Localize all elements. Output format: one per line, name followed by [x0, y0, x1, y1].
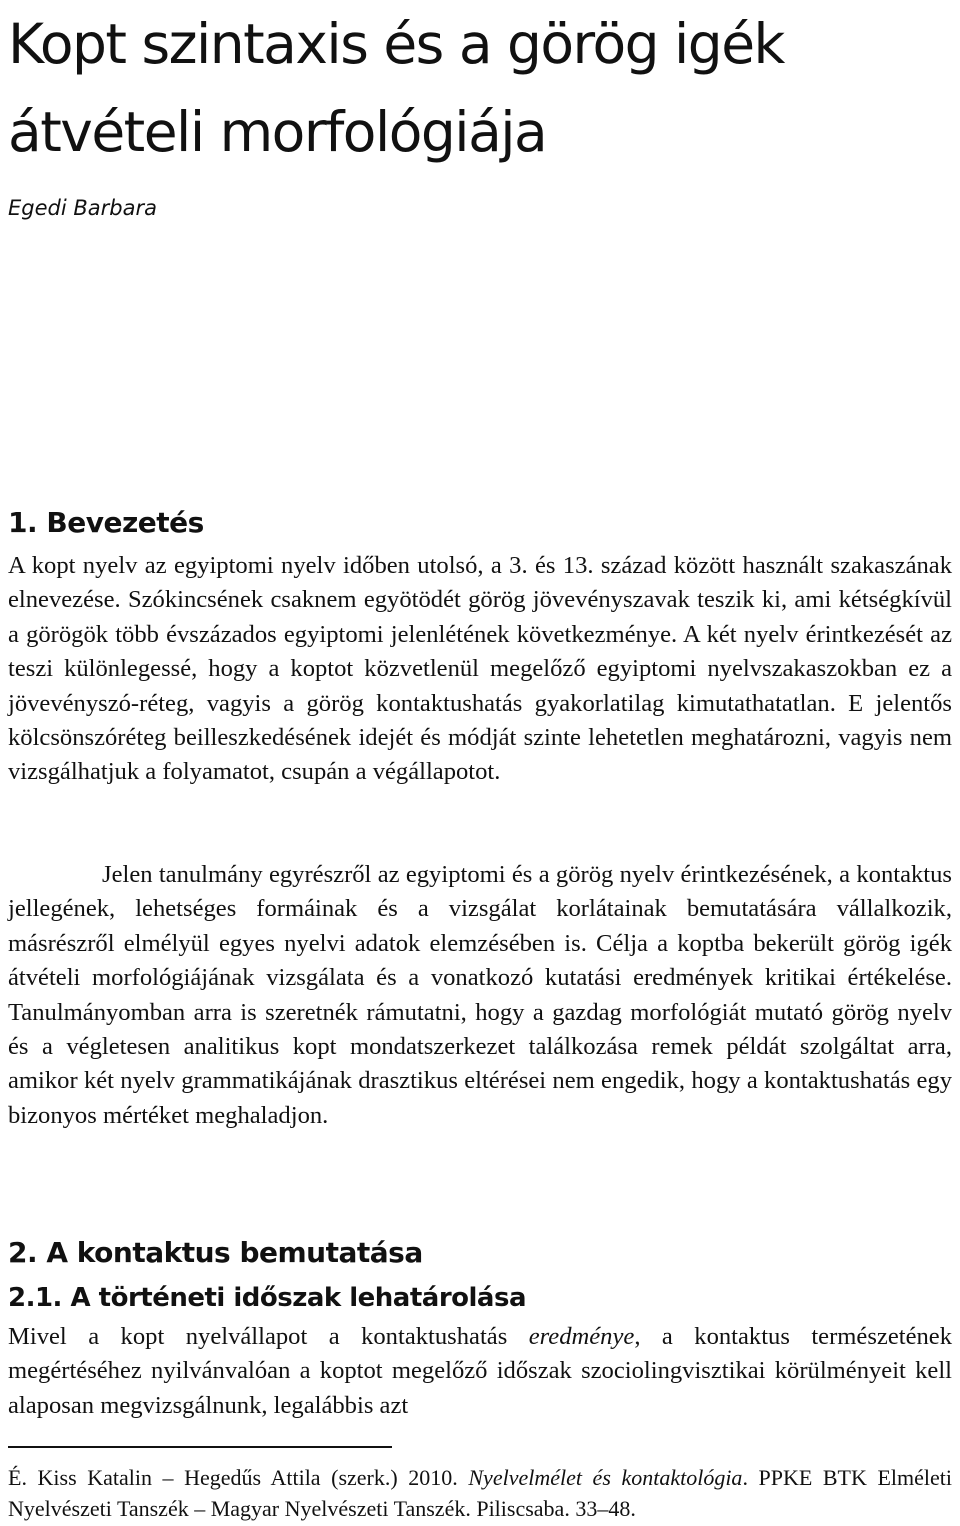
footnote-book-title: Nyelvelmélet és kontaktológia [468, 1465, 743, 1490]
subsection-heading-historical-period: 2.1. A történeti időszak lehatárolása [8, 1283, 526, 1313]
section-heading-contact: 2. A kontaktus bemutatása [8, 1236, 423, 1269]
paragraph-text: Mivel a kopt nyelvállapot a kontaktushatás [8, 1323, 529, 1350]
footnote-text: . PPKE BTK Elméleti Nyelvészeti Tanszék – Magyar Nyelvészeti Tanszék. Piliscsaba. 33–48. [8, 1465, 952, 1521]
citation-footnote [8, 1462, 952, 1524]
footnote-separator [8, 1446, 392, 1448]
emphasized-word: eredménye [528, 1323, 635, 1350]
historical-period-paragraph [8, 1320, 952, 1423]
section-heading-introduction: 1. Bevezetés [8, 506, 204, 539]
paragraph-text: , a kontaktus természetének megértéséhez nyilvánvalóan a koptot megelőző időszak szociolingvisztikai körülményeit kell alaposan megvizsgálnunk, legalábbis azt [8, 1323, 952, 1419]
introduction-paragraph-2: Jelen tanulmány egyrészről az egyiptomi és a görög nyelv érintkezésének, a kontaktus jellegének, lehetséges formáinak és a vizsgálat korlátainak bemutatására vállalkozik, másrészről elmélyül egyes nyelvi adatok elemzésében is. Célja a koptba bekerült görög igék átvételi morfológiájának vizsgálata és a vonatkozó kutatási eredmények kritikai értékelése. Tanulmányomban arra is szeretnék rámutatni, hogy a gazdag morfológiát mutató görög nyelv és a végletesen analitikus kopt mondatszerkezet találkozása remek példát szolgáltat arra, amikor két nyelv grammatikájának drasztikus eltérései nem engedik, hogy a kontaktushatás egy bizonyos mértéket meghaladjon. [8, 861, 952, 1129]
introduction-paragraph-1: A kopt nyelv az egyiptomi nyelv időben utolsó, a 3. és 13. század között használt szakaszának elnevezése. Szókincsének csaknem egyötödét görög jövevényszavak teszik ki, ami kétségkívül a görögök több évszázados egyiptomi jelenlétének következménye. A két nyelv érintkezését az teszi különlegessé, hogy a koptot közvetlenül megelőző egyiptomi nyelvszakaszokban ez a jövevényszó-réteg, vagyis a görög kontaktushatás gyakorlatilag kimutathatatlan. E jelentős kölcsönszóréteg beilleszkedésének idejét és módját szinte lehetetlen meghatározni, vagyis nem vizsgálhatjuk a folyamatot, csupán a végállapotot. [8, 552, 952, 786]
author-name: Egedi Barbara [8, 196, 157, 220]
footnote-text: É. Kiss Katalin – Hegedűs Attila (szerk.) 2010. [8, 1465, 469, 1490]
document-title: Kopt szintaxis és a görög igék átvételi morfológiája [8, 12, 784, 164]
